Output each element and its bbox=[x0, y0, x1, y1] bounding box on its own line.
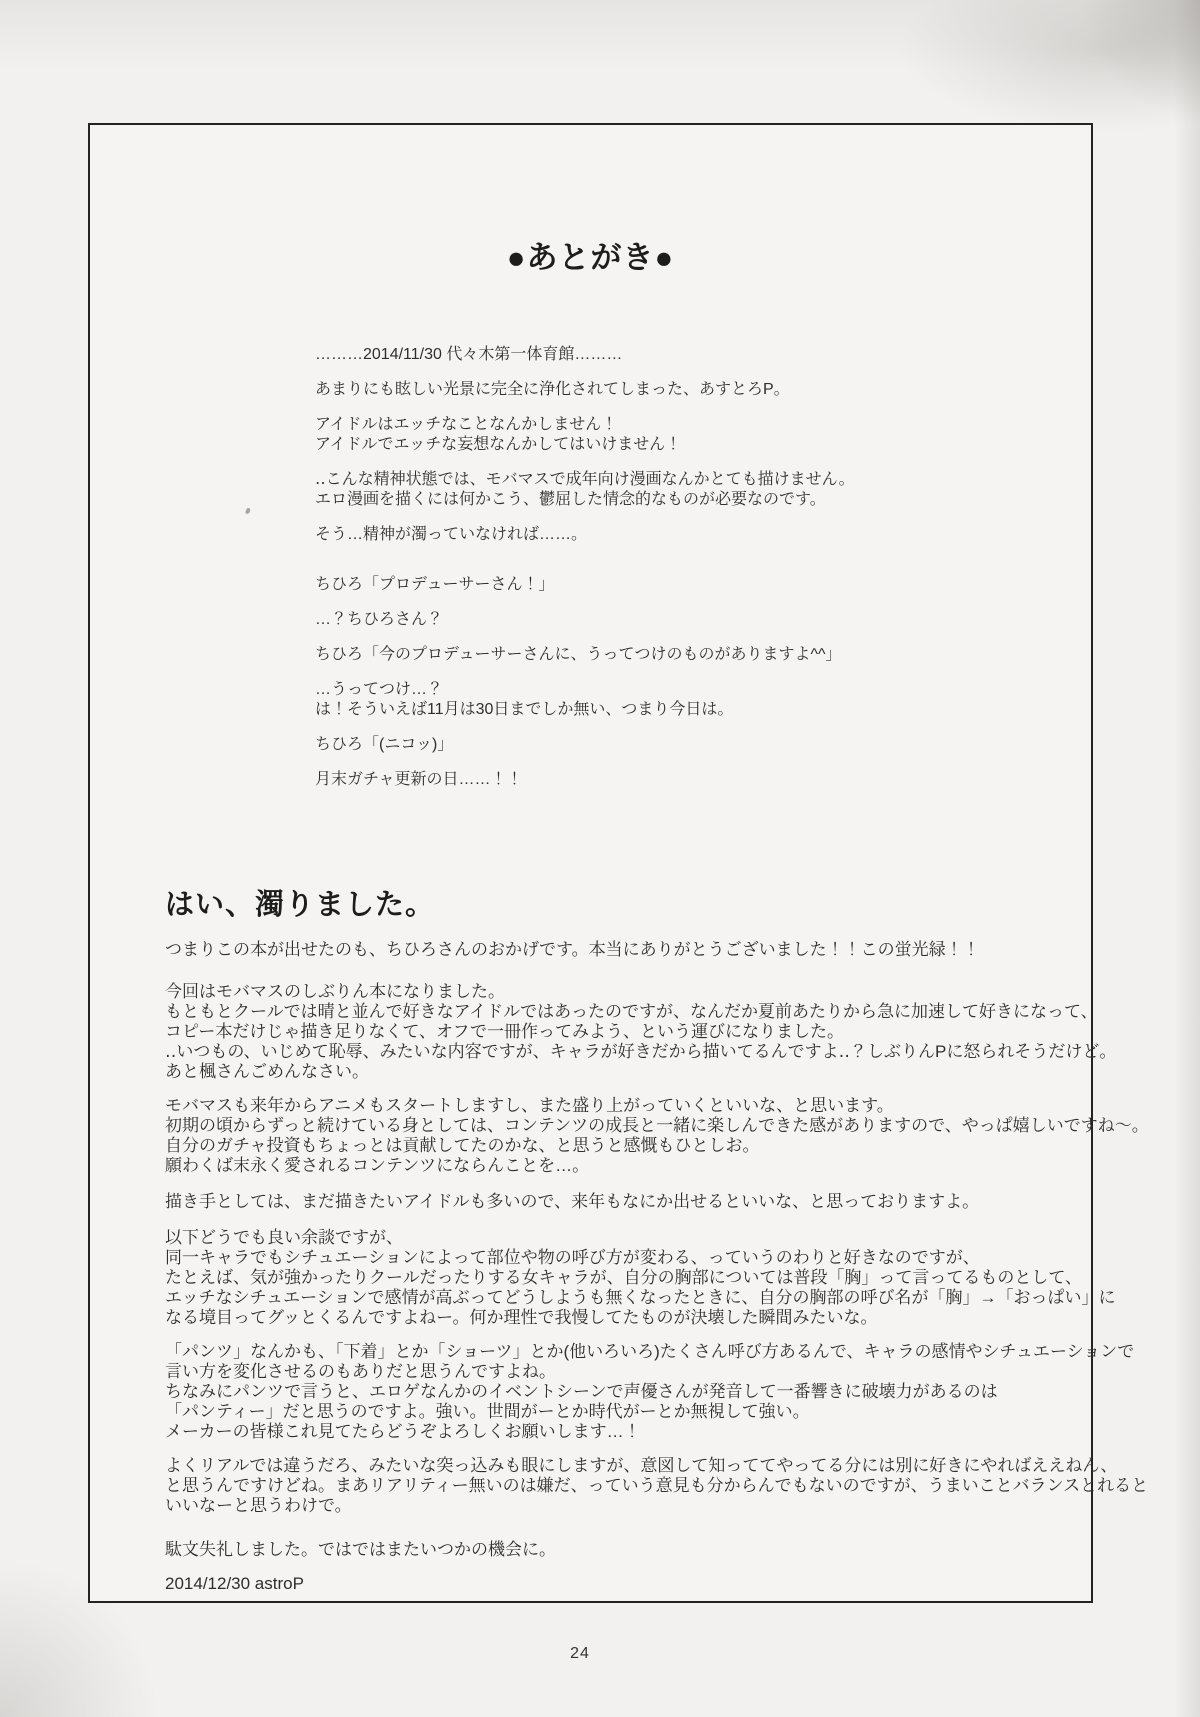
text-line: アイドルはエッチなことなんかしません！ bbox=[315, 416, 618, 433]
text-line: なる境目ってグッとくるんですよねー。何か理性で我慢してたものが決壊した瞬間みたいな。 bbox=[165, 1308, 878, 1327]
paragraph bbox=[315, 345, 1005, 365]
paragraph bbox=[165, 1540, 1105, 1560]
text-line: コピー本だけじゃ描き足りなくて、オフで一冊作ってみよう、という運びになりました。 bbox=[165, 1022, 844, 1041]
text-line: たとえば、気が強かったりクールだったりする女キャラが、自分の胸部については普段「胸」って言ってるものとして、 bbox=[165, 1268, 1082, 1287]
text-line: 言い方を変化させるのもありだと思うんですよね。 bbox=[165, 1362, 556, 1381]
text-line: つまりこの本が出せたのも、ちひろさんのおかげです。本当にありがとうございました！！この蛍光緑！！ bbox=[165, 940, 980, 959]
paragraph bbox=[165, 940, 1105, 960]
text-line: ちなみにパンツで言うと、エロゲなんかのイベントシーンで声優さんが発音して一番響きに破壊力があるのは bbox=[165, 1382, 998, 1401]
text-line: 「パンツ」なんかも、「下着」とか「ショーツ」とか(他いろいろ)たくさん呼び方あるんで、キャラの感情やシチュエーションで bbox=[165, 1342, 1135, 1361]
main-body bbox=[165, 940, 1149, 1594]
text-line: …？ちひろさん？ bbox=[315, 611, 444, 628]
intro-paragraphs bbox=[315, 345, 1005, 790]
scan-shadow-corner bbox=[1080, 0, 1200, 120]
text-line: あまりにも眩しい光景に完全に浄化されてしまった、あすとろP。 bbox=[315, 381, 790, 398]
text-line: モバマスも来年からアニメもスタートしますし、また盛り上がっていくといいな、と思います。 bbox=[165, 1096, 894, 1115]
text-line: と思うんですけどね。まあリアリティー無いのは嫌だ、っていう意見も分からんでもないのですが、うまいことバランスとれると bbox=[165, 1476, 1149, 1495]
text-line: ちひろ「(ニコッ)」 bbox=[315, 736, 454, 753]
main-paragraphs bbox=[165, 940, 1149, 1560]
text-line: アイドルでエッチな妄想なんかしてはいけません！ bbox=[315, 436, 682, 453]
scan-shadow-right-edge bbox=[1174, 0, 1200, 1717]
paragraph bbox=[315, 610, 1005, 630]
paragraph bbox=[315, 735, 1005, 755]
text-line: メーカーの皆様これ見てたらどうぞよろしくお願いします…！ bbox=[165, 1422, 641, 1441]
paragraph bbox=[165, 1096, 1149, 1176]
paragraph bbox=[315, 470, 1005, 510]
paragraph bbox=[315, 415, 1005, 455]
text-line: 今回はモバマスのしぶりん本になりました。 bbox=[165, 982, 505, 1001]
text-line: 駄文失礼しました。ではではまたいつかの機会に。 bbox=[165, 1540, 556, 1559]
text-line: ‥こんな精神状態では、モバマスで成年向け漫画なんかとても描けません。 bbox=[315, 471, 855, 488]
paragraph bbox=[315, 645, 1005, 665]
text-line: …うってつけ…？ bbox=[315, 681, 444, 698]
section-heading: はい、濁りました。 bbox=[165, 889, 436, 921]
text-line: もともとクールでは晴と並んで好きなアイドルではあったのですが、なんだか夏前あたりから急に加速して好きになって、 bbox=[165, 1002, 1098, 1021]
scan-smudge-top-right bbox=[880, 0, 1200, 140]
page-number: 24 bbox=[570, 1645, 590, 1662]
text-line: 自分のガチャ投資もちょっとは貢献してたのかな、と思うと感慨もひとしお。 bbox=[165, 1136, 760, 1155]
paragraph bbox=[165, 1342, 1135, 1442]
text-line: 「パンティー」だと思うのですよ。強い。世間がーとか時代がーとか無視して強い。 bbox=[165, 1402, 810, 1421]
paragraph bbox=[165, 1228, 1116, 1328]
text-line: 同一キャラでもシチュエーションによって部位や物の呼び方が変わる、っていうのわりと好きなのですが、 bbox=[165, 1248, 980, 1267]
text-line: エッチなシチュエーションで感情が高ぶってどうしようも無くなったときに、自分の胸部の呼び名が「胸」→「おっぱい」に bbox=[165, 1288, 1116, 1307]
text-line: 月末ガチャ更新の日……！！ bbox=[315, 771, 523, 788]
paragraph bbox=[315, 380, 1005, 400]
paragraph bbox=[315, 770, 1005, 790]
text-line: は！そういえば11月は30日までしか無い、つまり今日は。 bbox=[315, 701, 734, 718]
text-line: 描き手としては、まだ描きたいアイドルも多いので、来年もなにか出せるといいな、と思っておりますよ。 bbox=[165, 1192, 980, 1211]
text-line: 以下どうでも良い余談ですが、 bbox=[165, 1228, 403, 1247]
signature-line: 2014/12/30 astroP bbox=[165, 1574, 304, 1593]
page-title: ●あとがき● bbox=[506, 240, 675, 275]
text-line: 初期の頃からずっと続けている身としては、コンテンツの成長と一緒に楽しんできた感がありますので、やっぱ嬉しいですね～。 bbox=[165, 1116, 1149, 1135]
afterword-main-section bbox=[165, 888, 1149, 1594]
paragraph bbox=[165, 1456, 1149, 1516]
text-line: ‥いつもの、いじめて恥辱、みたいな内容ですが、キャラが好きだから描いてるんですよ‥？しぶりんPに怒られそうだけど。 bbox=[165, 1042, 1117, 1061]
text-line: ちひろ「今のプロデューサーさんに、うってつけのものがありますよ^^」 bbox=[315, 646, 842, 663]
scan-shadow-top bbox=[0, 0, 1200, 70]
paragraph bbox=[315, 575, 1005, 595]
text-line: いいなーと思うわけで。 bbox=[165, 1496, 352, 1515]
text-line: よくリアルでは違うだろ、みたいな突っ込みも眼にしますが、意図して知っててやってる分には別に好きにやればええねん、 bbox=[165, 1456, 1118, 1475]
text-line: ………2014/11/30 代々木第一体育館……… bbox=[315, 346, 623, 363]
text-line: ちひろ「プロデューサーさん！」 bbox=[315, 576, 555, 593]
paragraph bbox=[165, 1192, 1105, 1212]
afterword-intro-section bbox=[315, 345, 1005, 790]
text-line: エロ漫画を描くには何かこう、鬱屈した情念的なものが必要なのです。 bbox=[315, 491, 826, 508]
paragraph bbox=[315, 680, 1005, 720]
text-line: そう…精神が濁っていなければ……。 bbox=[315, 526, 588, 543]
paragraph bbox=[165, 982, 1117, 1082]
paragraph bbox=[315, 525, 1005, 545]
text-line: 願わくば末永く愛されるコンテンツにならんことを…。 bbox=[165, 1156, 590, 1175]
text-line: あと楓さんごめんなさい。 bbox=[165, 1062, 369, 1081]
